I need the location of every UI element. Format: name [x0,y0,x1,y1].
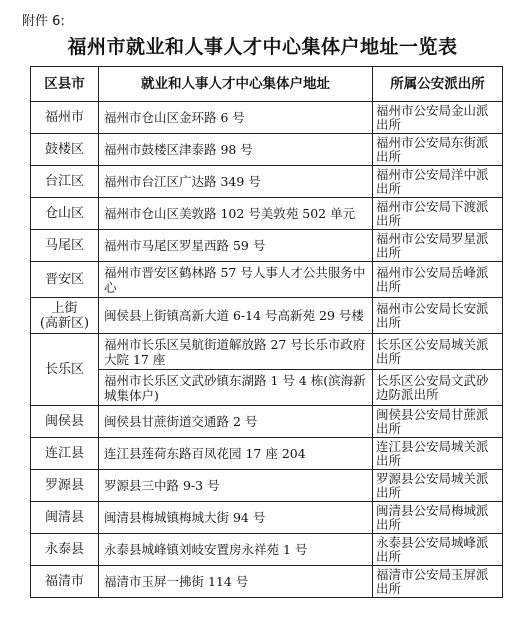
table-row [31,262,503,298]
police-station-cell: 长乐区公安局文武砂边防派出所 [373,370,503,406]
address-cell: 永泰县城峰镇刘岐安置房永祥苑 1 号 [99,534,373,566]
address-cell: 福州市马尾区罗星西路 59 号 [99,230,373,262]
attachment-label: 附件 6: [22,14,65,29]
district-cell: 连江县 [31,438,99,470]
address-cell: 福州市晋安区鹤林路 57 号人事人才公共服务中心 [99,262,373,298]
police-station-cell: 闽侯县公安局甘蔗派出所 [373,406,503,438]
police-station-cell: 永泰县公安局城峰派出所 [373,534,503,566]
district-cell: 罗源县 [31,470,99,502]
district-cell: 晋安区 [31,262,99,298]
police-station-cell: 福州市公安局洋中派出所 [373,166,503,198]
district-cell: 长乐区 [31,334,99,406]
table-row [31,566,503,598]
address-cell: 福州市仓山区美敦路 102 号美敦苑 502 单元 [99,198,373,230]
district-cell: 台江区 [31,166,99,198]
table-row [31,134,503,166]
district-cell: 鼓楼区 [31,134,99,166]
police-station-cell: 连江县公安局城关派出所 [373,438,503,470]
table-row [31,230,503,262]
police-station-cell: 长乐区公安局城关派出所 [373,334,503,370]
district-cell: 仓山区 [31,198,99,230]
address-cell: 福清市玉屏一拂街 114 号 [99,566,373,598]
table-header-row [31,67,503,102]
address-cell: 福州市长乐区吴航街道解放路 27 号长乐市政府大院 17 座 [99,334,373,370]
table-row [31,298,503,334]
address-cell: 福州市鼓楼区津泰路 98 号 [99,134,373,166]
police-station-cell: 福州市公安局岳峰派出所 [373,262,503,298]
district-cell: 闽清县 [31,502,99,534]
police-station-cell: 福州市公安局金山派出所 [373,102,503,134]
column-header-district: 区县市 [31,67,99,102]
address-cell: 连江县莲荷东路百凤花园 17 座 204 [99,438,373,470]
address-table [30,66,503,598]
district-cell: 福州市 [31,102,99,134]
table-row [31,406,503,438]
address-cell: 福州市仓山区金环路 6 号 [99,102,373,134]
column-header-address: 就业和人事人才中心集体户地址 [99,67,373,102]
police-station-cell: 福州市公安局下渡派出所 [373,198,503,230]
address-cell: 福州市台江区广达路 349 号 [99,166,373,198]
column-header-police: 所属公安派出所 [373,67,503,102]
police-station-cell: 福清市公安局玉屏派出所 [373,566,503,598]
district-cell: 福清市 [31,566,99,598]
table-row [31,502,503,534]
address-cell: 罗源县三中路 9-3 号 [99,470,373,502]
table-row [31,534,503,566]
police-station-cell: 福州市公安局长安派出所 [373,298,503,334]
police-station-cell: 福州市公安局东街派出所 [373,134,503,166]
table-row [31,166,503,198]
document-title: 福州市就业和人事人才中心集体户地址一览表 [67,36,458,58]
police-station-cell: 闽清县公安局梅城派出所 [373,502,503,534]
district-cell: 上街 (高新区) [31,298,99,334]
address-cell: 闽清县梅城镇梅城大街 94 号 [99,502,373,534]
district-cell: 闽侯县 [31,406,99,438]
table-row [31,334,503,370]
table-row [31,470,503,502]
table-row [31,198,503,230]
police-station-cell: 福州市公安局罗星派出所 [373,230,503,262]
table-row [31,438,503,470]
address-cell: 闽侯县甘蔗街道交通路 2 号 [99,406,373,438]
address-cell: 福州市长乐区文武砂镇东湖路 1 号 4 栋(滨海新城集体户) [99,370,373,406]
police-station-cell: 罗源县公安局城关派出所 [373,470,503,502]
district-cell: 马尾区 [31,230,99,262]
district-cell: 永泰县 [31,534,99,566]
table-row [31,102,503,134]
address-cell: 闽侯县上街镇高新大道 6-14 号高新苑 29 号楼 [99,298,373,334]
table-row [31,370,503,406]
